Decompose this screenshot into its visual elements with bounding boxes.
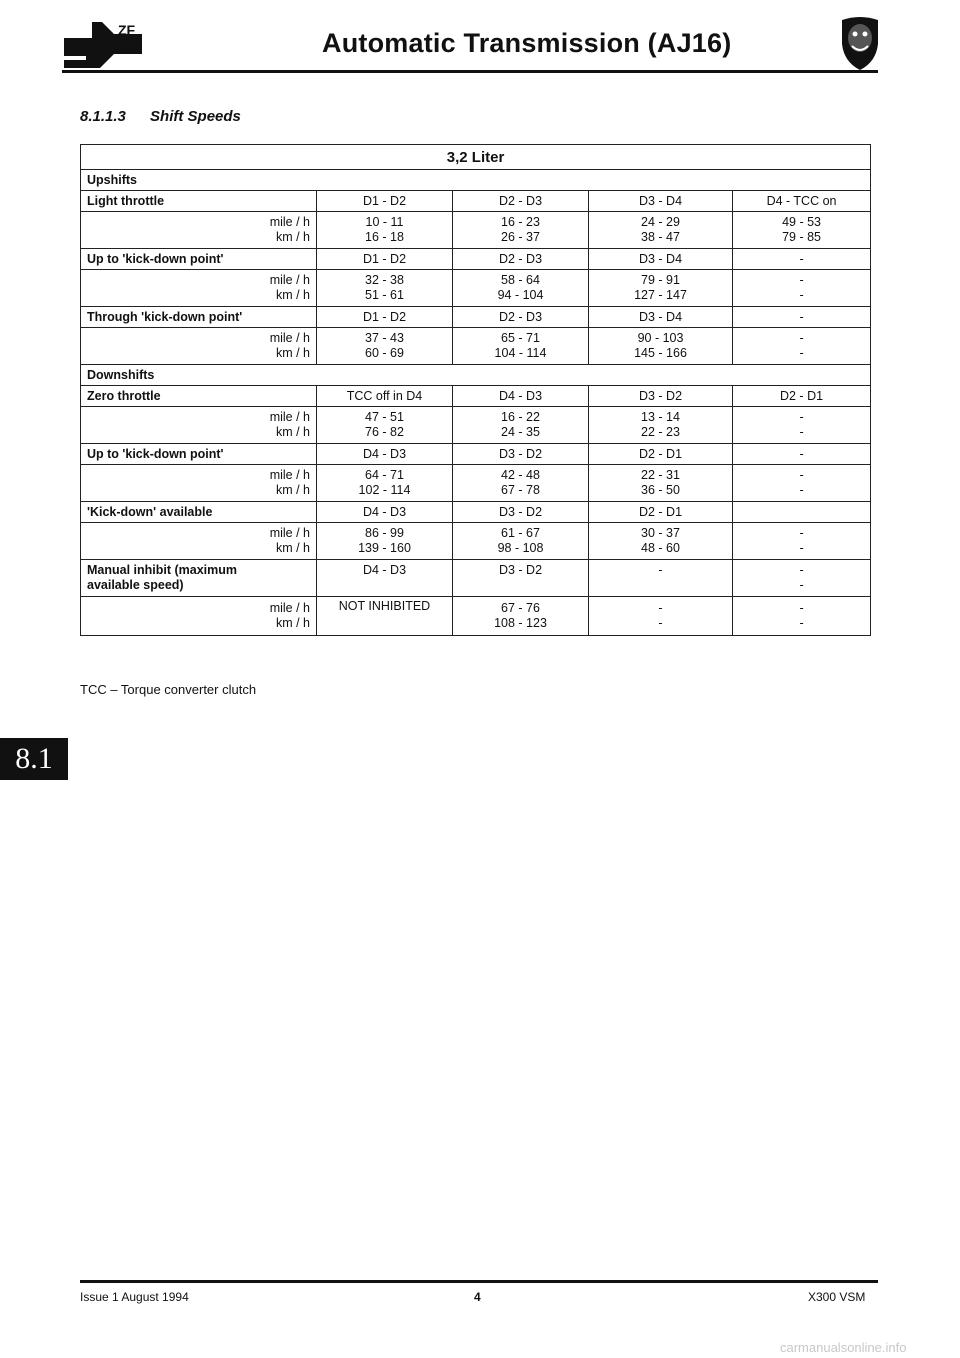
table-cell: D2 - D3 (453, 307, 589, 328)
table-cell: D1 - D2 (317, 249, 453, 270)
watermark: carmanualsonline.info (780, 1340, 907, 1355)
table-cell: 64 - 71 102 - 114 (317, 465, 453, 502)
table-cell: D4 - D3 (317, 560, 453, 597)
section-number: 8.1.1.3 (80, 108, 126, 125)
table-cell: 47 - 51 76 - 82 (317, 407, 453, 444)
table-cell: - (733, 249, 871, 270)
table-cell: D3 - D4 (589, 191, 733, 212)
units-cell: mile / h km / h (81, 328, 317, 365)
table-cell: 22 - 31 36 - 50 (589, 465, 733, 502)
table-row (81, 407, 871, 444)
table-cell: - (733, 444, 871, 465)
table-cell: 13 - 14 22 - 23 (589, 407, 733, 444)
table-cell: D3 - D4 (589, 249, 733, 270)
table-cell: D2 - D3 (453, 191, 589, 212)
table-cell: 61 - 67 98 - 108 (453, 523, 589, 560)
table-cell: D3 - D2 (453, 502, 589, 523)
section-tab-badge: 8.1 (0, 738, 68, 780)
table-row (81, 249, 871, 270)
zf-logo-icon (62, 20, 150, 70)
table-row (81, 465, 871, 502)
table-cell: - (589, 560, 733, 597)
table-cell: D2 - D3 (453, 249, 589, 270)
row-label: Light throttle (81, 191, 317, 212)
table-cell: 65 - 71 104 - 114 (453, 328, 589, 365)
footer-rule (80, 1280, 878, 1283)
table-row (81, 328, 871, 365)
jaguar-emblem-icon (838, 14, 882, 72)
footer-issue: Issue 1 August 1994 (80, 1290, 189, 1304)
table-cell: 32 - 38 51 - 61 (317, 270, 453, 307)
units-cell: mile / h km / h (81, 523, 317, 560)
table-cell: - - (589, 597, 733, 636)
section-title: Shift Speeds (150, 108, 241, 125)
table-cell: D2 - D1 (589, 444, 733, 465)
shift-speeds-table (80, 144, 871, 636)
table-cell: D2 - D1 (733, 386, 871, 407)
table-cell: 79 - 91 127 - 147 (589, 270, 733, 307)
table-row (81, 212, 871, 249)
section-heading (80, 108, 241, 125)
table-cell: - - (733, 328, 871, 365)
table-row (81, 444, 871, 465)
table-cell: TCC off in D4 (317, 386, 453, 407)
table-cell: 86 - 99 139 - 160 (317, 523, 453, 560)
table-cell: 58 - 64 94 - 104 (453, 270, 589, 307)
row-label: Up to 'kick-down point' (81, 444, 317, 465)
table-cell: 37 - 43 60 - 69 (317, 328, 453, 365)
page-header-title: Automatic Transmission (AJ16) (322, 28, 732, 58)
table-cell: 30 - 37 48 - 60 (589, 523, 733, 560)
table-cell: 16 - 22 24 - 35 (453, 407, 589, 444)
row-label: 'Kick-down' available (81, 502, 317, 523)
table-cell: 16 - 23 26 - 37 (453, 212, 589, 249)
table-row (81, 597, 871, 636)
table-cell: - - (733, 523, 871, 560)
table-cell: D4 - TCC on (733, 191, 871, 212)
row-label: Manual inhibit (maximum available speed) (81, 560, 317, 597)
table-cell: D3 - D2 (453, 560, 589, 597)
footnote: TCC – Torque converter clutch (80, 682, 257, 697)
table-cell: D4 - D3 (453, 386, 589, 407)
header-rule (62, 70, 878, 73)
units-cell: mile / h km / h (81, 270, 317, 307)
footer-doc-code: X300 VSM (808, 1290, 866, 1304)
table-cell: 10 - 11 16 - 18 (317, 212, 453, 249)
table-cell: 49 - 53 79 - 85 (733, 212, 871, 249)
table-cell: 67 - 76 108 - 123 (453, 597, 589, 636)
row-label: Through 'kick-down point' (81, 307, 317, 328)
units-cell: mile / h km / h (81, 597, 317, 636)
table-title: 3,2 Liter (81, 145, 871, 170)
table-row (81, 386, 871, 407)
table-cell: - - (733, 270, 871, 307)
zf-logo-text: ZF (118, 22, 136, 38)
table-row (81, 502, 871, 523)
table-cell: D4 - D3 (317, 502, 453, 523)
upshifts-heading: Upshifts (81, 170, 871, 191)
table-cell: - - (733, 597, 871, 636)
downshifts-heading: Downshifts (81, 365, 871, 386)
table-cell: - - (733, 560, 871, 597)
table-cell: D1 - D2 (317, 191, 453, 212)
table-cell: D2 - D1 (589, 502, 733, 523)
table-cell (733, 502, 871, 523)
table-cell: NOT INHIBITED (317, 597, 453, 636)
table-cell: - - (733, 465, 871, 502)
units-cell: mile / h km / h (81, 465, 317, 502)
units-cell: mile / h km / h (81, 212, 317, 249)
units-cell: mile / h km / h (81, 407, 317, 444)
table-cell: 24 - 29 38 - 47 (589, 212, 733, 249)
table-cell: - - (733, 407, 871, 444)
table-cell: 42 - 48 67 - 78 (453, 465, 589, 502)
table-cell: 90 - 103 145 - 166 (589, 328, 733, 365)
page-number: 4 (474, 1290, 481, 1304)
table-row (81, 270, 871, 307)
table-cell: D3 - D2 (453, 444, 589, 465)
table-cell: D3 - D2 (589, 386, 733, 407)
table-row (81, 307, 871, 328)
table-cell: D3 - D4 (589, 307, 733, 328)
row-label: Zero throttle (81, 386, 317, 407)
row-label: Up to 'kick-down point' (81, 249, 317, 270)
table-row (81, 560, 871, 597)
table-cell: D1 - D2 (317, 307, 453, 328)
table-row (81, 523, 871, 560)
table-row (81, 191, 871, 212)
table-cell: - (733, 307, 871, 328)
table-cell: D4 - D3 (317, 444, 453, 465)
